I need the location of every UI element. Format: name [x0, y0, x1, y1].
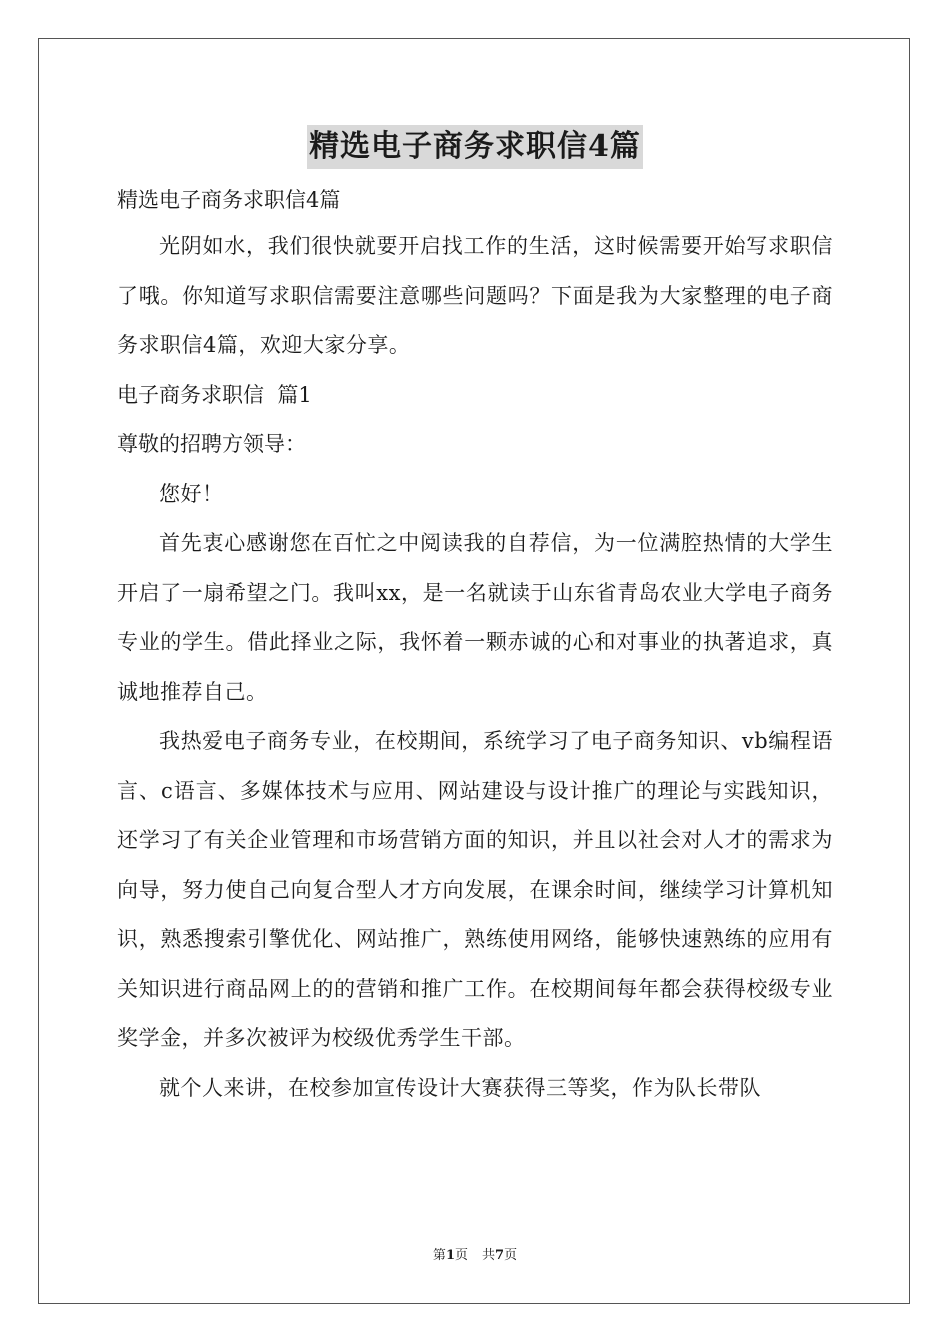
page-total: 7	[495, 1248, 505, 1263]
page-footer	[0, 1247, 950, 1265]
total-suffix: 页	[504, 1248, 518, 1263]
title-area	[0, 125, 950, 169]
body-paragraph-1: 首先衷心感谢您在百忙之中阅读我的自荐信，为一位满腔热情的大学生开启了一扇希望之门。我叫xx，是一名就读于山东省青岛农业大学电子商务专业的学生。借此择业之际，我怀着一颗赤诚的心和对事业的执著追求，真诚地推荐自己。	[117, 531, 833, 704]
total-prefix: 共	[482, 1248, 496, 1263]
body-paragraph-2: 我热爱电子商务专业，在校期间，系统学习了电子商务知识、vb编程语言、c语言、多媒体技术与应用、网站建设与设计推广的理论与实践知识，还学习了有关企业管理和市场营销方面的知识，并且以社会对人才的需求为向导，努力使自己向复合型人才方向发展，在课余时间，继续学习计算机知识，熟悉搜索引擎优化、网站推广，熟练使用网络，能够快速熟练的应用有关知识进行商品网上的的营销和推广工作。在校期间每年都会获得校级专业奖学金，并多次被评为校级优秀学生干部。	[117, 729, 833, 1050]
intro-paragraph: 光阴如水，我们很快就要开启找工作的生活，这时候需要开始写求职信了哦。你知道写求职信需要注意哪些问题吗？下面是我为大家整理的电子商务求职信4篇，欢迎大家分享。	[117, 234, 833, 357]
document-title: 精选电子商务求职信4篇	[307, 125, 643, 169]
section-heading: 电子商务求职信 篇1	[117, 382, 312, 407]
document-subtitle: 精选电子商务求职信4篇	[117, 188, 341, 212]
body-paragraph-3: 就个人来讲，在校参加宣传设计大赛获得三等奖，作为队长带队	[159, 1075, 761, 1100]
salutation: 尊敬的招聘方领导：	[117, 432, 306, 456]
document-body	[117, 178, 833, 1113]
page-suffix: 页	[454, 1248, 468, 1263]
greeting: 您好！	[159, 481, 224, 506]
page-prefix: 第	[432, 1248, 446, 1263]
page-current: 1	[445, 1248, 455, 1263]
